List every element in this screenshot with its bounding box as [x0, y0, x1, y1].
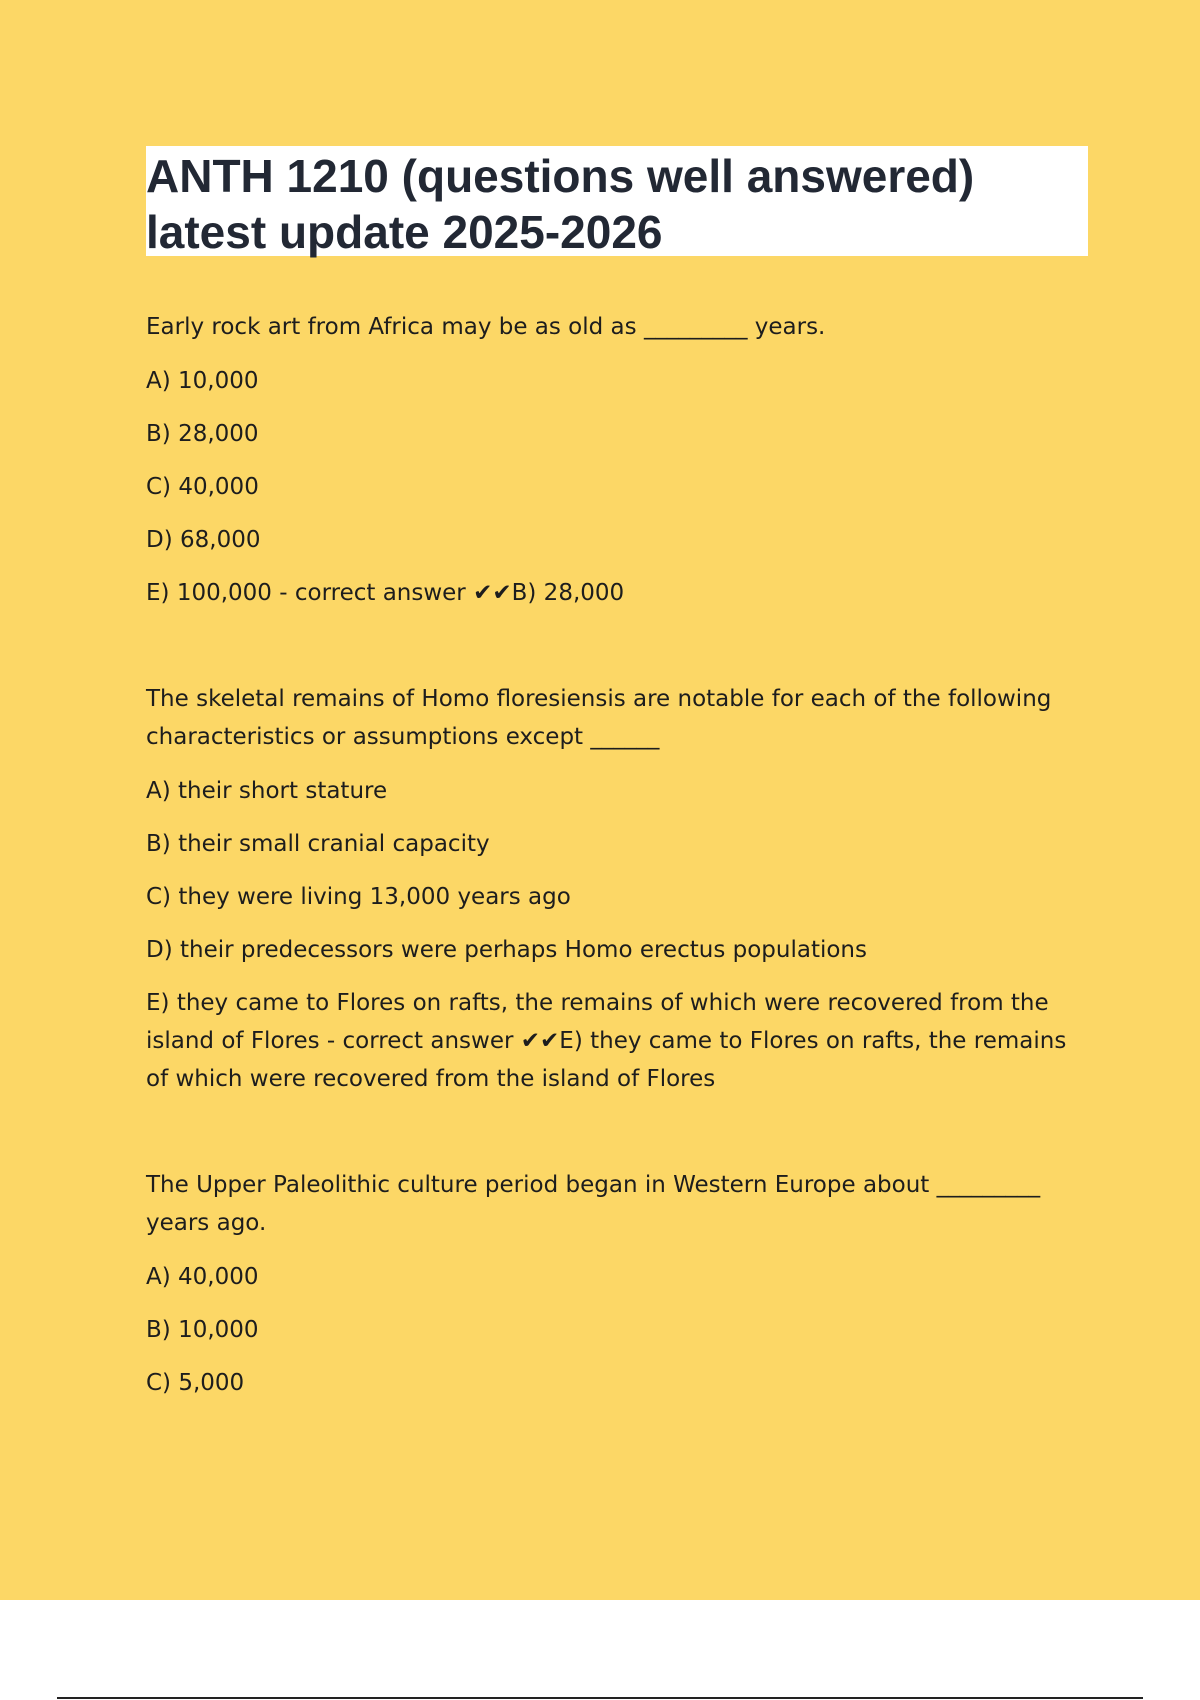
answer-option: A) 40,000 — [146, 1264, 259, 1290]
answer-option-with-correct-answer: E) 100,000 - correct answer ✔✔B) 28,000 — [146, 580, 625, 606]
question-list — [146, 308, 1076, 1470]
answer-option: B) 10,000 — [146, 1317, 259, 1343]
answer-option: B) 28,000 — [146, 421, 259, 447]
answer-option: A) their short stature — [146, 778, 388, 804]
question-block — [146, 1166, 1076, 1402]
question-text: The Upper Paleolithic culture period began in Western Europe about _________ years ago. — [146, 1172, 1041, 1236]
title-box — [146, 146, 1088, 256]
answer-option: A) 10,000 — [146, 368, 259, 394]
answer-option-with-correct-answer: E) they came to Flores on rafts, the remains of which were recovered from the island of Flores - correct answer ✔✔E) they came to Flores on rafts, the remains of which were recovered from the island of Flores — [146, 990, 1067, 1092]
answer-option: C) 40,000 — [146, 474, 259, 500]
question-text: Early rock art from Africa may be as old as _________ years. — [146, 314, 826, 340]
answer-option: D) their predecessors were perhaps Homo erectus populations — [146, 937, 867, 963]
answer-option: C) 5,000 — [146, 1370, 245, 1396]
answer-option: D) 68,000 — [146, 527, 261, 553]
answer-option: B) their small cranial capacity — [146, 831, 490, 857]
question-block — [146, 308, 1076, 612]
question-block — [146, 680, 1076, 1098]
answer-option: C) they were living 13,000 years ago — [146, 884, 571, 910]
document-title: ANTH 1210 (questions well answered) latest update 2025-2026 — [146, 150, 975, 258]
footer-divider — [57, 1697, 1143, 1699]
question-text: The skeletal remains of Homo floresiensis are notable for each of the following characteristics or assumptions except ______ — [146, 686, 1052, 750]
